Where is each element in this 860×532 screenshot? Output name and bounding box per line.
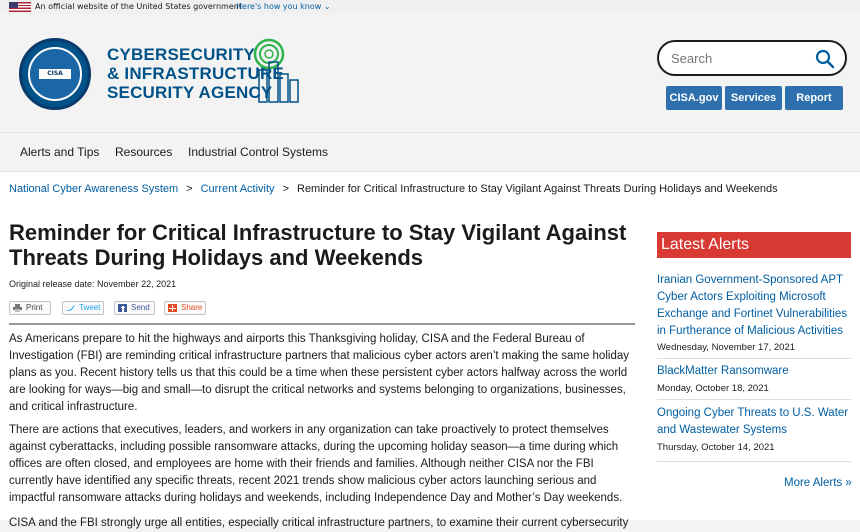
- tweet-button[interactable]: [62, 301, 104, 315]
- article-paragraph-2: There are actions that executives, leaders, and workers in any organization can take proactively to protect themselves against cyberattacks, including possible ransomware attacks, during the upcoming holiday season—a time during which offices are often closed, and employees are home with their friends and families. Although neither CISA nor the FBI currently have identified any specific threats, recent 2021 trends show malicious cyber actors launching serious and impactful ransomware attacks during holidays and weekends, including Independence Day and Mother’s Day weekends.: [9, 424, 623, 504]
- article-paragraph-3: CISA and the FBI strongly urge all entities, especially critical infrastructure partners, to examine their current cybersecurity: [9, 517, 629, 529]
- services-button[interactable]: Services: [725, 86, 782, 110]
- print-label: Print: [26, 303, 43, 312]
- sidebar-divider: [657, 399, 851, 400]
- seal-label: CISA: [39, 69, 71, 79]
- seal-logo[interactable]: [19, 38, 91, 110]
- release-date: Original release date: November 22, 2021: [9, 279, 177, 289]
- nav-industrial-control-systems[interactable]: Industrial Control Systems: [188, 145, 329, 159]
- gov-banner: [0, 0, 860, 14]
- share-label: Share: [181, 303, 203, 312]
- search-icon[interactable]: [815, 49, 835, 69]
- agency-name-line1: CYBERSECURITY: [107, 45, 256, 64]
- flag-icon: [9, 2, 31, 12]
- search-input[interactable]: [671, 49, 811, 67]
- search-box: [657, 40, 847, 76]
- alert-date-2: Monday, October 18, 2021: [657, 383, 769, 394]
- breadcrumb-current-activity[interactable]: Current Activity: [200, 183, 275, 195]
- sidebar-divider: [657, 461, 851, 462]
- share-icon: [168, 304, 177, 312]
- site-header: [0, 14, 860, 132]
- nav-resources[interactable]: Resources: [115, 145, 173, 159]
- report-button[interactable]: Report: [785, 86, 843, 110]
- main-nav: [0, 132, 860, 172]
- breadcrumb-separator: >: [186, 183, 193, 195]
- breadcrumb-separator: >: [282, 183, 289, 195]
- latest-alerts-heading: Latest Alerts: [657, 232, 851, 258]
- sidebar-divider: [657, 358, 851, 359]
- divider: [9, 323, 635, 325]
- nav-alerts-and-tips[interactable]: Alerts and Tips: [20, 145, 100, 159]
- cisa-gov-button[interactable]: CISA.gov: [666, 86, 722, 110]
- heres-how-you-know-link[interactable]: Here's how you know ⌄: [236, 2, 331, 11]
- print-button[interactable]: [9, 301, 51, 315]
- twitter-icon: [66, 304, 75, 312]
- breadcrumb-current-page: Reminder for Critical Infrastructure to Stay Vigilant Against Threats During Holidays and Weekends: [297, 183, 778, 195]
- breadcrumb: [9, 183, 778, 195]
- article-paragraph-1: As Americans prepare to hit the highways and airports this Thanksgiving holiday, CISA and the Federal Bureau of Investigation (FBI) are reminding critical infrastructure partners that malicious cyber actors aren’t making the same holiday plans as you. Recent history tells us that this could be a time when these persistent cyber actors halfway across the world are looking for ways—big and small—to disrupt the critical networks and systems belonging to organizations, businesses, and critical infrastructure.: [9, 333, 629, 413]
- alert-link-1[interactable]: Iranian Government-Sponsored APT Cyber Actors Exploiting Microsoft Exchange and Fortinet Vulnerabilities in Furtherance of Malicious Activities: [657, 274, 848, 337]
- breadcrumb-ncas[interactable]: National Cyber Awareness System: [9, 183, 179, 195]
- agency-name-line3: SECURITY AGENCY: [107, 83, 273, 102]
- alert-link-3[interactable]: Ongoing Cyber Threats to U.S. Water and Wastewater Systems: [657, 407, 849, 436]
- skyline-icon: [252, 34, 302, 104]
- facebook-icon: [118, 304, 127, 312]
- tweet-label: Tweet: [79, 303, 101, 312]
- alert-date-1: Wednesday, November 17, 2021: [657, 342, 796, 353]
- send-button[interactable]: [114, 301, 155, 315]
- more-alerts-link[interactable]: More Alerts »: [784, 477, 852, 489]
- print-icon: [13, 304, 22, 312]
- page-title: Reminder for Critical Infrastructure to Stay Vigilant Against Threats During Holidays and Weekends: [9, 220, 627, 270]
- content-area: [0, 172, 860, 529]
- send-label: Send: [131, 303, 150, 312]
- alert-date-3: Thursday, October 14, 2021: [657, 442, 775, 453]
- alert-link-2[interactable]: BlackMatter Ransomware: [657, 365, 789, 377]
- agency-name-line2: & INFRASTRUCTURE: [107, 64, 284, 83]
- official-site-text: An official website of the United States government: [35, 2, 242, 11]
- share-button[interactable]: [164, 301, 206, 315]
